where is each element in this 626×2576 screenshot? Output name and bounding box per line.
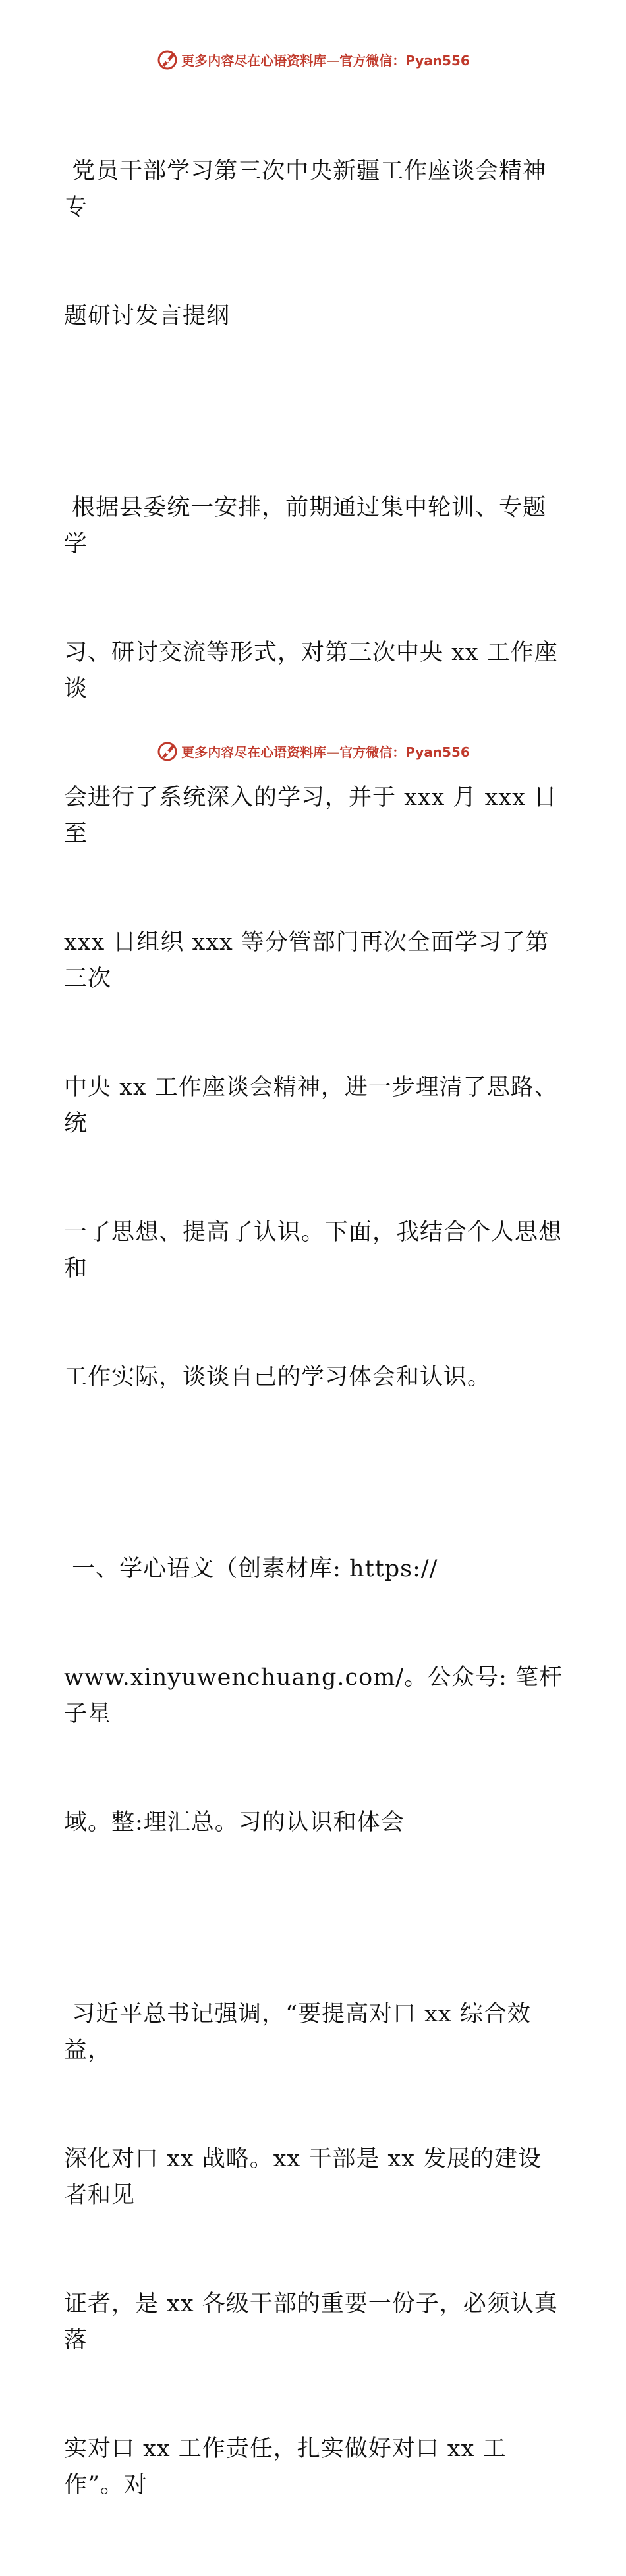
title-line: 党员干部学习第三次中央新疆工作座谈会精神专 (64, 158, 547, 221)
banner-main: 更多内容尽在心语资料库 (181, 744, 327, 760)
paragraph-line: 习近平总书记强调，“要提高对口 xx 综合效益， (64, 2001, 531, 2064)
section-heading-1 (64, 1479, 565, 1913)
banner-wechat-label: 官方微信： (339, 744, 406, 760)
paragraph-line: 证者，是 xx 各级干部的重要一份子，必须认真落 (64, 2291, 558, 2353)
paragraph-line: xxx 日组织 xxx 等分管部门再次全面学习了第三次 (64, 929, 550, 992)
heading-line: www.xinyuwenchuang.com/。公众号: 笔杆子星 (64, 1664, 563, 1727)
paragraph-line: 实对口 xx 工作责任，扎实做好对口 xx 工作”。对 (64, 2436, 507, 2498)
paragraph-section-1 (64, 1924, 565, 2576)
paragraph-line: 根据县委统一安排，前期通过集中轮训、专题学 (64, 495, 547, 557)
banner-main: 更多内容尽在心语资料库 (181, 52, 327, 69)
document-title (64, 81, 565, 407)
header-watermark-banner (0, 46, 626, 72)
pen-nib-logo-icon (156, 740, 179, 762)
heading-line: 一、学心语文（创素材库: https:// (64, 1556, 438, 1582)
paragraph-line: 中央 xx 工作座谈会精神，进一步理清了思路、统 (64, 1074, 558, 1137)
paragraph-line: 一了思想、提高了认识。下面，我结合个人思想和 (64, 1219, 563, 1282)
title-line: 题研讨发言提纲 (64, 303, 231, 329)
footer-watermark-banner (0, 738, 626, 764)
heading-line: 域。整:理汇总。习的认识和体会 (64, 1809, 405, 1836)
paragraph-line: 深化对口 xx 战略。xx 干部是 xx 发展的建设者和见 (64, 2146, 542, 2208)
banner-wechat-id: Pyan556 (405, 52, 470, 69)
paragraph-line: 会进行了系统深入的学习，并于 xxx 月 xxx 日至 (64, 784, 557, 847)
paragraph-intro (64, 418, 565, 1468)
document-body (64, 81, 565, 2576)
banner-wechat-label: 官方微信： (339, 52, 406, 69)
banner-dash: — (326, 744, 340, 760)
banner-wechat-id: Pyan556 (405, 744, 470, 760)
banner-dash: — (326, 52, 340, 69)
banner-text (181, 50, 470, 69)
pen-nib-logo-icon (156, 48, 179, 70)
paragraph-line: 习、研讨交流等形式，对第三次中央 xx 工作座谈 (64, 640, 558, 702)
paragraph-line: 工作实际，谈谈自己的学习体会和认识。 (64, 1364, 492, 1390)
banner-text (181, 742, 470, 761)
